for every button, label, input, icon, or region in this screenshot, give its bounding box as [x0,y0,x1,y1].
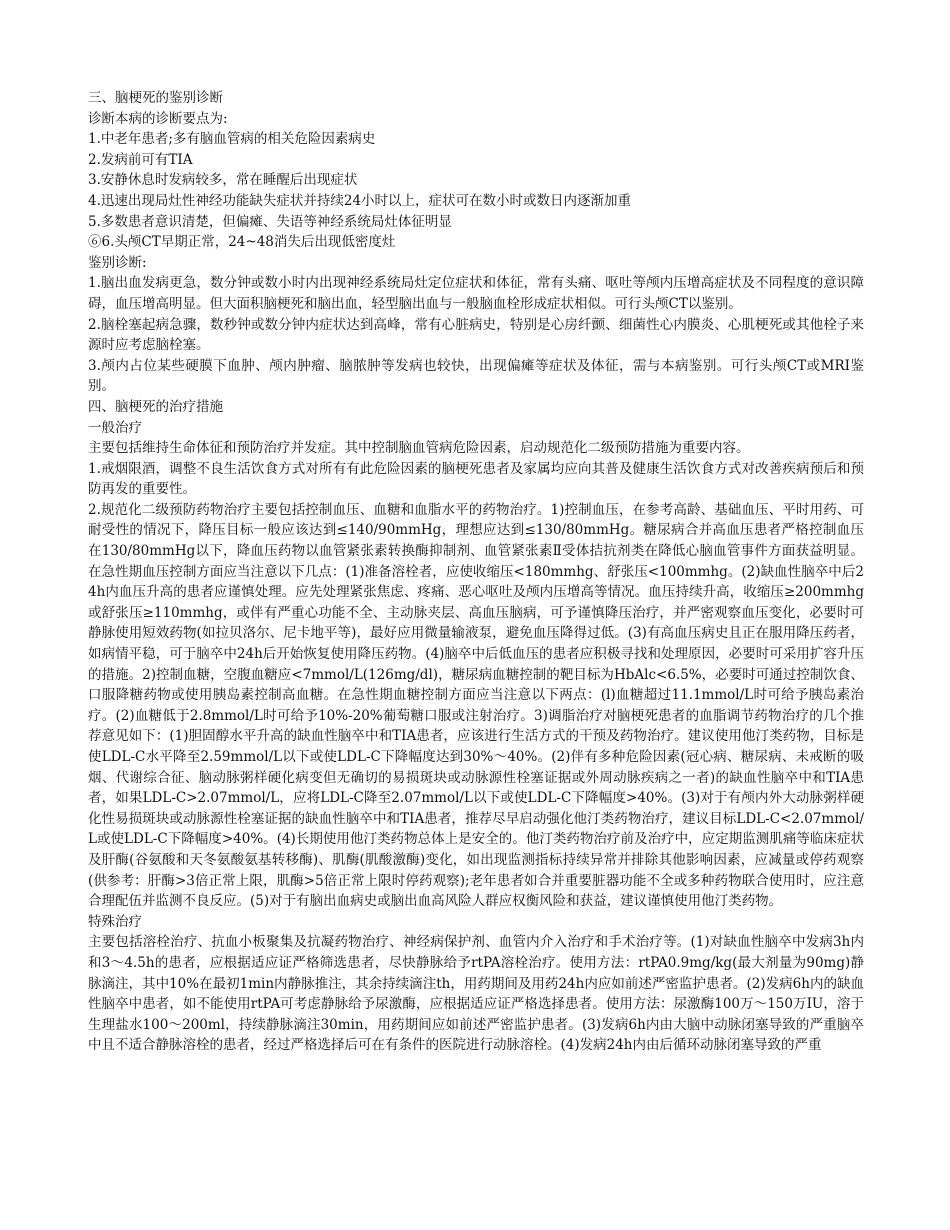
diagnosis-point-2: 2.发病前可有TIA [88,151,193,168]
diagnosis-point-5: 5.多数患者意识清楚，但偏瘫、失语等神经系统局灶体征明显 [88,213,452,230]
diagnosis-point-4: 4.迅速出现局灶性神经功能缺失症状并持续24小时以上，症状可在数小时或数日内逐渐加重 [88,192,632,209]
differential-item-3: 3.颅内占位某些硬膜下血肿、颅内肿瘤、脑脓肿等发病也较快，出现偏瘫等症状及体征，需与本病鉴别。可行头颅CT或MRI鉴别。 [88,357,864,395]
diagnosis-point-3: 3.安静休息时发病较多，常在睡醒后出现症状 [88,172,358,189]
section-heading-treatment: 四、脑梗死的治疗措施 [88,398,223,415]
differential-item-2: 2.脑栓塞起病急骤，数秒钟或数分钟内症状达到高峰，常有心脏病史，特别是心房纤颤、细菌性心内膜炎、心肌梗死或其他栓子来源时应考虑脑栓塞。 [88,316,864,354]
diagnosis-intro: 诊断本病的诊断要点为: [88,110,228,127]
special-treatment-heading: 特殊治疗 [88,913,142,930]
general-treatment-item-1: 1.戒烟限酒，调整不良生活饮食方式对所有有此危险因素的脑梗死患者及家属均应向其普及健康生活饮食方式对改善疾病预后和预防再发的重要性。 [88,460,864,498]
diagnosis-point-1: 1.中老年患者;多有脑血管病的相关危险因素病史 [88,131,376,148]
differential-item-1: 1.脑出血发病更急，数分钟或数小时内出现神经系统局灶定位症状和体征，常有头痛、呕吐等颅内压增高症状及不同程度的意识障碍，血压增高明显。但大面积脑梗死和脑出血，轻型脑出血与一般脑血栓形成症状相似。可行头颅CT以鉴别。 [88,275,864,312]
general-treatment-heading: 一般治疗 [88,419,142,436]
general-treatment-item-2: 2.规范化二级预防药物治疗主要包括控制血压、血糖和血脂水平的药物治疗。1)控制血压，在参考高龄、基础血压、平时用药、可耐受性的情况下，降压目标一般应该达到≤140/90mmHg，理想应达到≤130/80mmHg。糖尿病合并高血压患者严格控制血压在130/80mmHg以下，降血压药物以血管紧张素转换酶抑制剂、血管紧张素Ⅱ受体拮抗剂类在降低心脑血管事件方面获益明显。在急性期血压控制方面应当注意以下几点：(1)准备溶栓者，应使收缩压<180mmhg、舒张压<100mmhg。(2)缺血性脑卒中后24h内血压升高的患者应谨慎处理。应先处理紧张焦虑、疼痛、恶心呕吐及颅内压增高等情况。血压持续升高，收缩压≥200mmhg或舒张压≥110mmhg，或伴有严重心功能不全、主动脉夹层、高血压脑病，可予谨慎降压治疗，并严密观察血压变化，必要时可静脉使用短效药物(如拉贝洛尔、尼卡地平等)，最好应用微量输液泵，避免血压降得过低。(3)有高血压病史且正在服用降压药者，如病情平稳，可于脑卒中24h后开始恢复使用降压药物。(4)脑卒中后低血压的患者应积极寻找和处理原因，必要时可采用扩容升压的措施。2)控制血糖，空腹血糖应<7mmol/L(126mg/dl)，糖尿病血糖控制的靶目标为HbAlc<6.5%，必要时可通过控制饮食、口服降糖药物或使用胰岛素控制高血糖。在急性期血糖控制方面应当注意以下两点：(l)血糖超过11.1mmol/L时可给予胰岛素治疗。(2)血糖低于2.8mmol/L时可给予10%-20%葡萄糖口服或注射治疗。3)调脂治疗对脑梗死患者的血脂调节药物治疗的几个推荐意见如下：(1)胆固醇水平升高的缺血性脑卒中和TIA患者，应该进行生活方式的干预及药物治疗。建议使用他汀类药物，目标是使LDL-C水平降至2.59mmol/L以下或使LDL-C下降幅度达到30%～40%。(2)伴有多种危险因素(冠心病、糖尿病、未戒断的吸烟、代谢综合征、脑动脉粥样硬化病变但无确切的易损斑块或动脉源性栓塞证据或外周动脉疾病之一者)的缺血性脑卒中和TIA患者，如果LDL-C>2.07mmol/L，应将LDL-C降至2.07mmol/L以下或使LDL-C下降幅度>40%。(3)对于有颅内外大动脉粥样硬化性易损斑块或动脉源性栓塞证据的缺血性脑卒中和TIA患者，推荐尽早启动强化他汀类药物治疗，建议目标LDL-C<2.07mmol/L或使LDL-C下降幅度>40%。(4)长期使用他汀类药物总体上是安全的。他汀类药物治疗前及治疗中，应定期监测肌痛等临床症状及肝酶(谷氨酸和天冬氨酸氨基转移酶)、肌酶(肌酸激酶)变化，如出现监测指标持续异常并排除其他影响因素，应减量或停药观察(供参考：肝酶>3倍正常上限，肌酶>5倍正常上限时停药观察);老年患者如合并重要脏器功能不全或多种药物联合使用时，应注意合理配伍并监测不良反应。(5)对于有脑出血病史或脑出血高风险人群应权衡风险和获益，建议谨慎使用他汀类药物。 [88,501,864,910]
document-page [88,88,864,1056]
section-heading-differential: 三、脑梗死的鉴别诊断 [88,90,223,106]
differential-heading: 鉴别诊断: [88,254,147,271]
special-treatment-body: 主要包括溶栓治疗、抗血小板聚集及抗凝药物治疗、神经病保护剂、血管内介入治疗和手术治疗等。(1)对缺血性脑卒中发病3h内和3～4.5h的患者，应根据适应证严格筛选患者，尽快静脉给予rtPA溶栓治疗。使用方法：rtPA0.9mg/kg(最大剂量为90mg)静脉滴注，其中10%在最初1min内静脉推注，其余持续滴注th，用药期间及用药24h内应如前述严密监护患者。(2)发病6h内的缺血性脑卒中患者，如不能使用rtPA可考虑静脉给予尿激酶，应根据适应证严格选择患者。使用方法：尿激酶100万～150万IU，溶于生理盐水100～200ml，持续静脉滴注30min，用药期间应如前述严密监护患者。(3)发病6h内由大脑中动脉闭塞导致的严重脑卒中且不适合静脉溶栓的患者，经过严格选择后可在有条件的医院进行动脉溶栓。(4)发病24h内由后循环动脉闭塞导致的严重 [88,934,864,1054]
diagnosis-point-6: ⑥6.头颅CT早期正常，24~48消失后出现低密度灶 [88,234,396,251]
general-treatment-intro: 主要包括维持生命体征和预防治疗并发症。其中控制脑血管病危险因素，启动规范化二级预防措施为重要内容。 [88,440,750,457]
